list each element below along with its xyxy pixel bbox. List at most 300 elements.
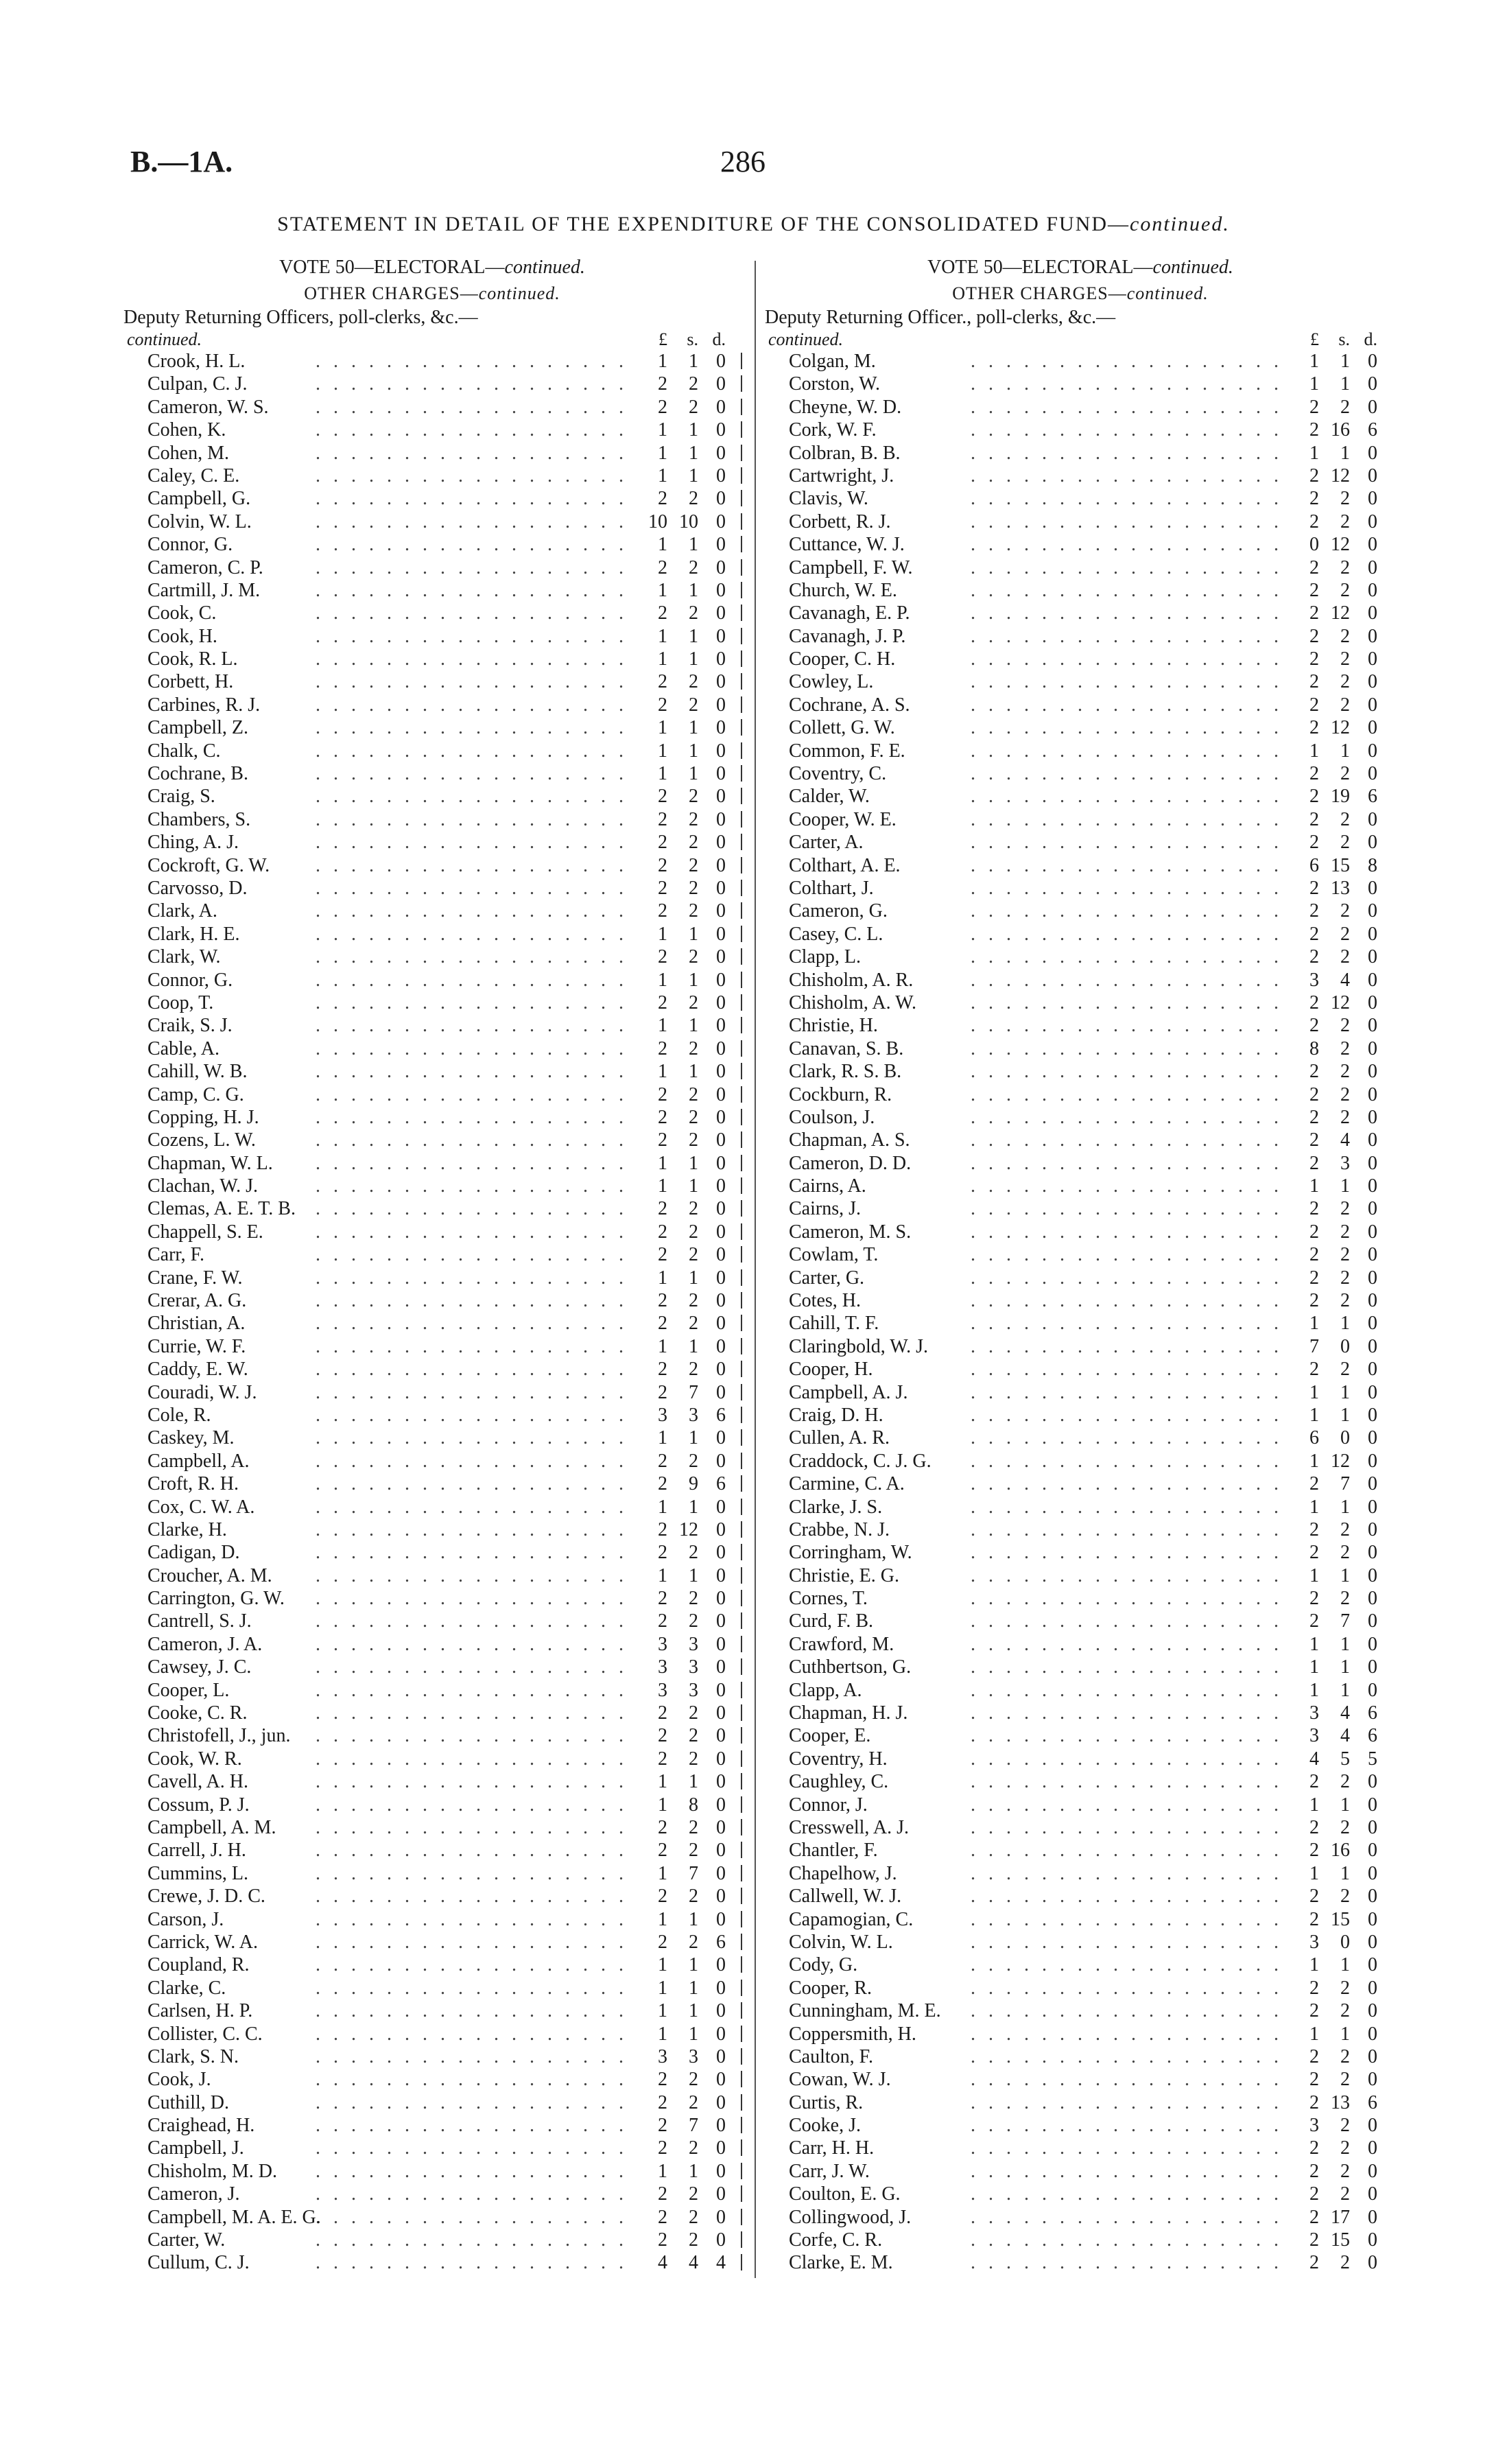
- table-row: [765, 716, 1396, 739]
- pounds-value: 2: [658, 396, 667, 418]
- payee-name: Cornes, T.: [789, 1588, 868, 1610]
- shillings-value: 2: [689, 2069, 698, 2091]
- shillings-value: 2: [1340, 2183, 1350, 2205]
- table-row: [765, 1999, 1396, 2022]
- shillings-value: 2: [689, 1083, 698, 1105]
- pounds-value: 2: [658, 556, 667, 578]
- pence-value: 0: [716, 442, 726, 464]
- pounds-value: 2: [658, 1359, 667, 1381]
- shillings-value: 2: [1340, 808, 1350, 830]
- payee-name: Corfe, C. R.: [789, 2229, 883, 2251]
- table-row: [123, 2206, 741, 2229]
- column-rule: [741, 1934, 742, 1950]
- table-row: [765, 1335, 1396, 1358]
- shillings-value: 7: [689, 2115, 698, 2137]
- table-row: [123, 1885, 741, 1908]
- column-rule: [741, 2048, 742, 2065]
- pounds-value: 2: [658, 1450, 667, 1472]
- column-rule: [741, 834, 742, 850]
- payee-name: Clark, H. E.: [147, 923, 240, 945]
- payee-name: Cooper, W. E.: [789, 808, 897, 830]
- shillings-value: 2: [1340, 556, 1350, 578]
- pence-value: 0: [716, 1862, 726, 1884]
- shillings-value: 2: [1340, 2252, 1350, 2274]
- column-rule: [741, 2139, 742, 2156]
- leader-dots: . . . . . . . . . . . . . . . . . .: [971, 465, 1283, 486]
- table-row: [123, 762, 741, 785]
- column-rule: [741, 2071, 742, 2087]
- pounds-value: 2: [1309, 579, 1319, 601]
- pounds-value: 2: [658, 373, 667, 395]
- pence-value: 0: [1368, 1679, 1377, 1701]
- pence-value: 0: [1368, 992, 1377, 1013]
- pounds-value: 2: [658, 900, 667, 922]
- column-rule: [741, 2163, 742, 2179]
- column-rule: [741, 375, 742, 392]
- pence-value: 0: [1368, 2023, 1377, 2045]
- payee-name: Claringbold, W. J.: [789, 1335, 929, 1357]
- pence-value: 0: [716, 786, 726, 808]
- column-rule: [741, 1063, 742, 1079]
- shillings-value: 2: [1340, 2137, 1350, 2159]
- leader-dots: . . . . . . . . . . . . . . . . . .: [971, 1106, 1283, 1128]
- item-description: Deputy Returning Officers, poll-clerks, &c.—: [123, 307, 478, 328]
- table-row: [123, 1129, 741, 1151]
- table-row: [765, 1953, 1396, 1976]
- payee-name: Crane, F. W.: [147, 1267, 243, 1289]
- column-rule: [741, 788, 742, 804]
- pence-value: 0: [716, 694, 726, 716]
- shillings-value: 1: [689, 1267, 698, 1289]
- payee-name: Couradi, W. J.: [147, 1381, 257, 1403]
- shillings-value: 2: [689, 671, 698, 693]
- pence-value: 0: [1368, 1221, 1377, 1243]
- payee-name: Clarke, E. M.: [789, 2252, 893, 2274]
- leader-dots: . . . . . . . . . . . . . . . . . .: [316, 419, 628, 441]
- pence-value: 0: [1368, 1404, 1377, 1426]
- table-row: [765, 2023, 1396, 2045]
- payee-name: Cook, H.: [147, 625, 217, 647]
- table-row: [123, 1312, 741, 1335]
- table-row: [765, 1243, 1396, 1266]
- payee-name: Croft, R. H.: [147, 1473, 239, 1495]
- leader-dots: . . . . . . . . . . . . . . . . . .: [316, 1129, 628, 1151]
- payee-name: Clarke, J. S.: [789, 1496, 883, 1518]
- leader-dots: . . . . . . . . . . . . . . . . . .: [316, 2091, 628, 2113]
- vote-heading: [123, 254, 741, 281]
- pence-value: 0: [1368, 534, 1377, 556]
- pence-value: 0: [1368, 1015, 1377, 1037]
- shillings-value: 2: [1340, 900, 1350, 922]
- leader-dots: . . . . . . . . . . . . . . . . . .: [316, 1542, 628, 1564]
- pounds-value: 2: [1309, 1083, 1319, 1105]
- shillings-value: 1: [1340, 2023, 1350, 2045]
- vote-heading: [765, 254, 1396, 281]
- pence-value: 0: [1368, 1518, 1377, 1540]
- shillings-value: 2: [689, 2137, 698, 2159]
- leader-dots: . . . . . . . . . . . . . . . . . .: [971, 2183, 1283, 2205]
- shillings-value: 12: [1331, 992, 1350, 1013]
- table-row: [123, 1243, 741, 1266]
- table-row: [123, 625, 741, 648]
- subheading: [765, 281, 1396, 306]
- pounds-value: 1: [658, 717, 667, 739]
- table-row: [765, 442, 1396, 465]
- leader-dots: . . . . . . . . . . . . . . . . . .: [316, 602, 628, 624]
- payee-name: Campbell, J.: [147, 2137, 244, 2159]
- pounds-value: 7: [1309, 1335, 1319, 1357]
- pence-value: 0: [1368, 1633, 1377, 1655]
- shillings-value: 1: [1340, 1862, 1350, 1884]
- payee-name: Cockroft, G. W.: [147, 854, 270, 876]
- payee-name: Cameron, G.: [789, 900, 888, 922]
- column-rule: [741, 1407, 742, 1423]
- pounds-value: 1: [658, 2000, 667, 2022]
- pence-value: 0: [716, 1083, 726, 1105]
- pence-value: 0: [716, 2000, 726, 2022]
- pounds-value: 2: [1309, 1886, 1319, 1908]
- shillings-value: 1: [689, 1954, 698, 1976]
- pence-value: 0: [1368, 579, 1377, 601]
- leader-dots: . . . . . . . . . . . . . . . . . .: [971, 1290, 1283, 1312]
- pence-value: 0: [1368, 1977, 1377, 1999]
- leader-dots: . . . . . . . . . . . . . . . . . .: [316, 2115, 628, 2137]
- table-row: [123, 1839, 741, 1862]
- table-row: [123, 511, 741, 533]
- table-row: [765, 785, 1396, 808]
- table-row: [765, 969, 1396, 992]
- column-rule: [741, 1200, 742, 1217]
- column-rule: [741, 445, 742, 461]
- table-row: [123, 1656, 741, 1678]
- table-row: [765, 670, 1396, 693]
- pence-value: 0: [1368, 1037, 1377, 1059]
- pence-value: 0: [716, 1702, 726, 1724]
- payee-name: Carrington, G. W.: [147, 1588, 285, 1610]
- pence-value: 0: [716, 2160, 726, 2182]
- pounds-value: 3: [658, 1679, 667, 1701]
- leader-dots: . . . . . . . . . . . . . . . . . .: [971, 556, 1283, 578]
- pence-value: 6: [1368, 1702, 1377, 1724]
- leader-dots: . . . . . . . . . . . . . . . . . .: [316, 2137, 628, 2159]
- table-row: [123, 396, 741, 419]
- table-row: [765, 946, 1396, 968]
- pounds-value: 2: [1309, 1977, 1319, 1999]
- table-row: [123, 2023, 741, 2045]
- pounds-value: 3: [658, 2045, 667, 2067]
- pence-value: 0: [1368, 2206, 1377, 2228]
- payee-name: Curd, F. B.: [789, 1610, 874, 1632]
- table-row: [765, 1427, 1396, 1449]
- pence-value: 4: [716, 2252, 726, 2274]
- payee-name: Corringham, W.: [789, 1542, 912, 1564]
- pence-value: 0: [716, 1908, 726, 1930]
- table-row: [123, 350, 741, 373]
- shillings-value: 1: [1340, 740, 1350, 762]
- pence-value: 0: [716, 2023, 726, 2045]
- payee-name: Christie, E. G.: [789, 1564, 899, 1586]
- leader-dots: . . . . . . . . . . . . . . . . . .: [316, 2160, 628, 2182]
- leader-dots: . . . . . . . . . . . . . . . . . .: [971, 351, 1283, 372]
- pounds-value: 1: [1309, 1404, 1319, 1426]
- table-row: [765, 533, 1396, 556]
- pence-value: 0: [1368, 808, 1377, 830]
- payee-name: Cooper, L.: [147, 1679, 230, 1701]
- leader-dots: . . . . . . . . . . . . . . . . . .: [971, 1427, 1283, 1449]
- pounds-value: 1: [1309, 1564, 1319, 1586]
- leader-dots: . . . . . . . . . . . . . . . . . .: [971, 1381, 1283, 1403]
- pence-value: 0: [1368, 2252, 1377, 2274]
- table-row: [123, 1106, 741, 1129]
- leader-dots: . . . . . . . . . . . . . . . . . .: [971, 1335, 1283, 1357]
- leader-dots: . . . . . . . . . . . . . . . . . .: [971, 1794, 1283, 1816]
- column-rule: [741, 399, 742, 415]
- table-row: [765, 1908, 1396, 1931]
- shillings-value: 1: [1340, 1496, 1350, 1518]
- pounds-value: 2: [1309, 1015, 1319, 1037]
- column-rule: [741, 1292, 742, 1309]
- table-row: [765, 419, 1396, 441]
- payee-name: Carrick, W. A.: [147, 1931, 258, 1953]
- pence-value: 0: [1368, 1129, 1377, 1151]
- table-row: [123, 2251, 741, 2274]
- table-row: [123, 2091, 741, 2114]
- pounds-value: 2: [1309, 625, 1319, 647]
- pounds-value: 2: [658, 1221, 667, 1243]
- pounds-value: 2: [658, 1313, 667, 1335]
- leader-dots: . . . . . . . . . . . . . . . . . .: [971, 1359, 1283, 1381]
- payee-name: Common, F. E.: [789, 740, 905, 762]
- left-table-body: [123, 350, 741, 2275]
- payee-name: Campbell, A.: [147, 1450, 250, 1472]
- table-row: [765, 831, 1396, 854]
- pence-value: 0: [716, 1610, 726, 1632]
- payee-name: Carbines, R. J.: [147, 694, 261, 716]
- table-row: [123, 2229, 741, 2251]
- pence-value: 0: [716, 2091, 726, 2113]
- table-row: [123, 1702, 741, 1724]
- leader-dots: . . . . . . . . . . . . . . . . . .: [316, 1817, 628, 1838]
- pence-value: 6: [1368, 2091, 1377, 2113]
- vote-heading-main: VOTE 50—ELECTORAL—: [927, 257, 1153, 278]
- shillings-value: 1: [1340, 1313, 1350, 1335]
- table-row: [765, 1083, 1396, 1106]
- pounds-value: 2: [1309, 1817, 1319, 1838]
- pounds-value: 1: [658, 1977, 667, 1999]
- shillings-value: 2: [689, 602, 698, 624]
- shillings-value: 2: [689, 992, 698, 1013]
- leader-dots: . . . . . . . . . . . . . . . . . .: [316, 740, 628, 762]
- shillings-value: 10: [679, 511, 698, 532]
- table-row: [765, 992, 1396, 1014]
- pounds-value: 1: [658, 625, 667, 647]
- shillings-value: 2: [1340, 1518, 1350, 1540]
- leader-dots: . . . . . . . . . . . . . . . . . .: [971, 1656, 1283, 1678]
- pence-value: 8: [1368, 854, 1377, 876]
- shillings-value: 1: [689, 442, 698, 464]
- payee-name: Caughley, C.: [789, 1771, 889, 1793]
- table-row: [123, 1404, 741, 1427]
- shillings-value: 4: [1340, 1129, 1350, 1151]
- leader-dots: . . . . . . . . . . . . . . . . . .: [971, 648, 1283, 670]
- pounds-value: 2: [658, 2206, 667, 2228]
- pounds-value: 1: [658, 1267, 667, 1289]
- leader-dots: . . . . . . . . . . . . . . . . . .: [971, 1496, 1283, 1518]
- leader-dots: . . . . . . . . . . . . . . . . . .: [316, 1725, 628, 1747]
- payee-name: Cody, G.: [789, 1954, 858, 1976]
- shillings-value: 2: [689, 832, 698, 854]
- column-header-row: [123, 329, 741, 350]
- payee-name: Cartwright, J.: [789, 465, 894, 486]
- pence-value: 0: [1368, 1381, 1377, 1403]
- payee-name: Crerar, A. G.: [147, 1290, 247, 1312]
- pence-value: 0: [716, 992, 726, 1013]
- leader-dots: . . . . . . . . . . . . . . . . . .: [971, 1886, 1283, 1908]
- pounds-value: 2: [658, 1886, 667, 1908]
- pounds-value: 2: [658, 1129, 667, 1151]
- table-row: [123, 946, 741, 968]
- payee-name: Cochrane, B.: [147, 763, 248, 785]
- pence-value: 0: [1368, 1656, 1377, 1678]
- leader-dots: . . . . . . . . . . . . . . . . . .: [971, 2069, 1283, 2091]
- payee-name: Camp, C. G.: [147, 1083, 244, 1105]
- pence-value: 0: [716, 671, 726, 693]
- pence-value: 0: [716, 2045, 726, 2067]
- payee-name: Campbell, F. W.: [789, 556, 913, 578]
- leader-dots: . . . . . . . . . . . . . . . . . .: [316, 534, 628, 556]
- pounds-value: 4: [658, 2252, 667, 2274]
- pounds-value: 2: [1309, 877, 1319, 899]
- pounds-value: 2: [1309, 1473, 1319, 1495]
- pence-value: 0: [716, 763, 726, 785]
- payee-name: Cheyne, W. D.: [789, 396, 902, 418]
- pence-value: 6: [1368, 419, 1377, 441]
- column-rule: [741, 421, 742, 438]
- pence-value: 0: [1368, 2229, 1377, 2251]
- payee-name: Corbett, H.: [147, 671, 234, 693]
- leader-dots: . . . . . . . . . . . . . . . . . .: [971, 1564, 1283, 1586]
- column-rule: [741, 2185, 742, 2202]
- leader-dots: . . . . . . . . . . . . . . . . . .: [316, 992, 628, 1013]
- pence-value: 0: [1368, 740, 1377, 762]
- shillings-value: 2: [689, 900, 698, 922]
- pence-value: 0: [1368, 671, 1377, 693]
- pounds-value: 2: [1309, 671, 1319, 693]
- pounds-value: 2: [658, 832, 667, 854]
- shillings-value: 1: [1340, 1954, 1350, 1976]
- shillings-value: 2: [1340, 579, 1350, 601]
- column-rule: [741, 2231, 742, 2248]
- leader-dots: . . . . . . . . . . . . . . . . . .: [971, 1152, 1283, 1174]
- payee-name: Calder, W.: [789, 786, 870, 808]
- pounds-value: 2: [1309, 992, 1319, 1013]
- leader-dots: . . . . . . . . . . . . . . . . . .: [971, 1175, 1283, 1197]
- pounds-value: 2: [658, 1290, 667, 1312]
- table-row: [765, 465, 1396, 487]
- pence-value: 0: [716, 351, 726, 372]
- pence-value: 0: [1368, 488, 1377, 510]
- payee-name: Campbell, A. J.: [789, 1381, 908, 1403]
- pounds-value: 1: [1309, 740, 1319, 762]
- leader-dots: . . . . . . . . . . . . . . . . . .: [971, 1473, 1283, 1495]
- shillings-value: 16: [1331, 419, 1350, 441]
- pounds-value: 2: [1309, 465, 1319, 486]
- leader-dots: . . . . . . . . . . . . . . . . . .: [971, 2115, 1283, 2137]
- pence-value: 0: [1368, 2160, 1377, 2182]
- pence-value: 0: [1368, 1564, 1377, 1586]
- pounds-value: 1: [1309, 373, 1319, 395]
- pence-value: 0: [1368, 1427, 1377, 1449]
- payee-name: Cotes, H.: [789, 1290, 861, 1312]
- pounds-value: 1: [658, 1061, 667, 1083]
- shillings-value: 2: [689, 786, 698, 808]
- pence-value: 0: [1368, 969, 1377, 991]
- pence-value: 0: [716, 648, 726, 670]
- pence-value: 0: [716, 1748, 726, 1770]
- pounds-value: 2: [658, 1588, 667, 1610]
- pounds-value: 2: [658, 1817, 667, 1838]
- column-rule: [741, 1361, 742, 1377]
- column-rule: [741, 673, 742, 690]
- table-row: [765, 511, 1396, 533]
- table-row: [123, 1060, 741, 1083]
- payee-name: Casey, C. L.: [789, 923, 883, 945]
- payee-name: Crawford, M.: [789, 1633, 894, 1655]
- leader-dots: . . . . . . . . . . . . . . . . . .: [316, 488, 628, 510]
- leader-dots: . . . . . . . . . . . . . . . . . .: [971, 1931, 1283, 1953]
- payee-name: Carter, W.: [147, 2229, 226, 2251]
- leader-dots: . . . . . . . . . . . . . . . . . .: [971, 877, 1283, 899]
- table-row: [765, 1381, 1396, 1404]
- pounds-value: 3: [1309, 1725, 1319, 1747]
- pence-value: 0: [716, 1037, 726, 1059]
- leader-dots: . . . . . . . . . . . . . . . . . .: [971, 2160, 1283, 2182]
- column-rule: [741, 1338, 742, 1354]
- shillings-value: 2: [1340, 1359, 1350, 1381]
- pence-value: 0: [716, 1518, 726, 1540]
- column-rule: [741, 1223, 742, 1240]
- shillings-value: 2: [689, 877, 698, 899]
- table-row: [123, 1083, 741, 1106]
- pounds-value: 2: [1309, 419, 1319, 441]
- payee-name: Chapelhow, J.: [789, 1862, 897, 1884]
- pounds-value: 2: [658, 1542, 667, 1564]
- pence-value: 0: [716, 1886, 726, 1908]
- pounds-value: 2: [658, 1473, 667, 1495]
- shillings-value: 2: [1340, 2069, 1350, 2091]
- pence-value: 0: [1368, 1588, 1377, 1610]
- pounds-value: 2: [1309, 923, 1319, 945]
- leader-dots: . . . . . . . . . . . . . . . . . .: [971, 1404, 1283, 1426]
- leader-dots: . . . . . . . . . . . . . . . . . .: [971, 1267, 1283, 1289]
- pounds-value: 2: [1309, 2069, 1319, 2091]
- pence-value: 0: [1368, 900, 1377, 922]
- payee-name: Chapman, A. S.: [789, 1129, 910, 1151]
- shillings-value: 2: [689, 2229, 698, 2251]
- pence-value: 0: [716, 1771, 726, 1793]
- table-row: [765, 350, 1396, 373]
- column-rule: [741, 811, 742, 828]
- table-row: [765, 1770, 1396, 1793]
- pounds-value: 2: [1309, 2183, 1319, 2205]
- leader-dots: . . . . . . . . . . . . . . . . . .: [316, 1106, 628, 1128]
- pounds-value: 2: [1309, 2000, 1319, 2022]
- right-column: [765, 254, 1396, 2275]
- leader-dots: . . . . . . . . . . . . . . . . . .: [316, 1152, 628, 1174]
- payee-name: Church, W. E.: [789, 579, 897, 601]
- shillings-value: 8: [689, 1794, 698, 1816]
- subheading-continued: continued.: [478, 283, 560, 303]
